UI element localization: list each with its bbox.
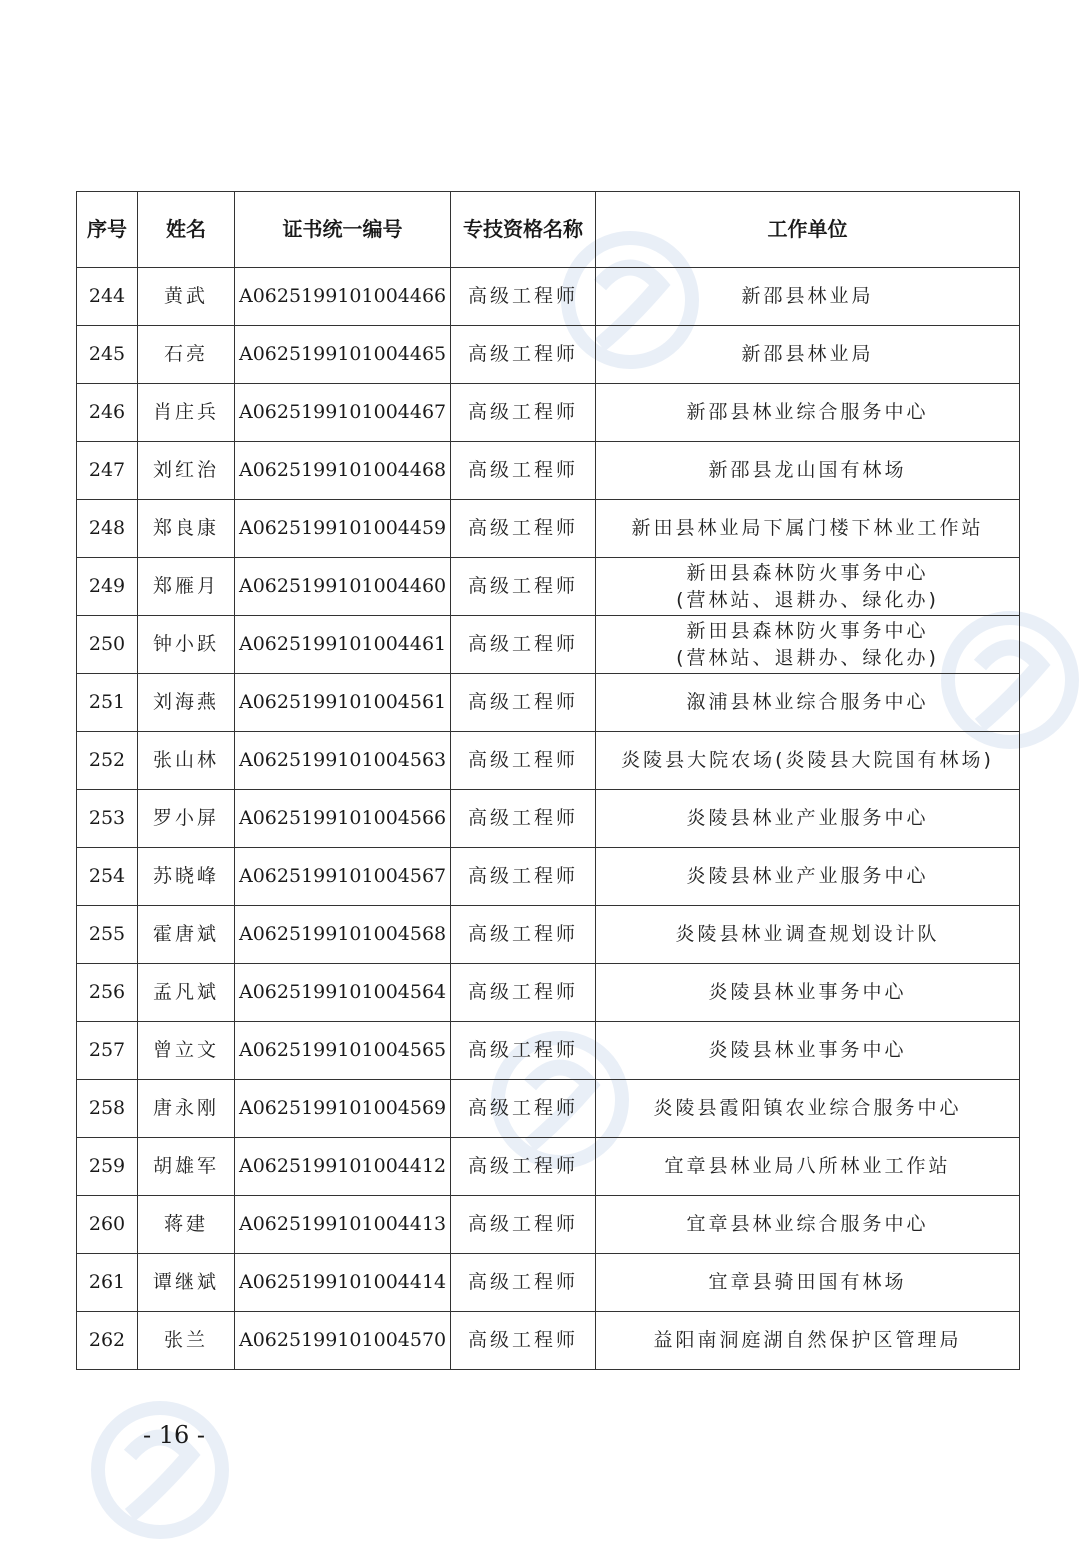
table-row bbox=[77, 1196, 1020, 1254]
cell-unit-line: 新田县森林防火事务中心 bbox=[686, 619, 929, 642]
cell-unit: 新田县林业局下属门楼下林业工作站 bbox=[596, 500, 1020, 558]
cell-name: 蒋建 bbox=[138, 1196, 235, 1254]
cell-name: 罗小屏 bbox=[138, 790, 235, 848]
table-row bbox=[77, 268, 1020, 326]
cell-unit: 炎陵县林业产业服务中心 bbox=[596, 848, 1020, 906]
cell-seq: 256 bbox=[77, 964, 138, 1022]
cell-cert: A0625199101004468 bbox=[235, 442, 451, 500]
header-cert: 证书统一编号 bbox=[235, 192, 451, 268]
cell-cert: A0625199101004467 bbox=[235, 384, 451, 442]
cell-name: 唐永刚 bbox=[138, 1080, 235, 1138]
cell-name: 郑雁月 bbox=[138, 558, 235, 616]
cell-qual: 高级工程师 bbox=[451, 442, 596, 500]
cell-unit: 宜章县骑田国有林场 bbox=[596, 1254, 1020, 1312]
cell-unit: 炎陵县大院农场(炎陵县大院国有林场) bbox=[596, 732, 1020, 790]
header-unit: 工作单位 bbox=[596, 192, 1020, 268]
table-header-row bbox=[77, 192, 1020, 268]
cell-unit: 炎陵县霞阳镇农业综合服务中心 bbox=[596, 1080, 1020, 1138]
cell-name: 刘海燕 bbox=[138, 674, 235, 732]
cell-name: 霍唐斌 bbox=[138, 906, 235, 964]
cell-unit: 新邵县林业局 bbox=[596, 326, 1020, 384]
cell-name: 肖庄兵 bbox=[138, 384, 235, 442]
cell-seq: 258 bbox=[77, 1080, 138, 1138]
cell-seq: 261 bbox=[77, 1254, 138, 1312]
cell-unit bbox=[596, 616, 1020, 674]
cell-qual: 高级工程师 bbox=[451, 500, 596, 558]
cell-seq: 252 bbox=[77, 732, 138, 790]
cell-unit-line: 新田县森林防火事务中心 bbox=[686, 561, 929, 584]
header-name: 姓名 bbox=[138, 192, 235, 268]
cell-seq: 257 bbox=[77, 1022, 138, 1080]
cell-qual: 高级工程师 bbox=[451, 790, 596, 848]
table-row bbox=[77, 906, 1020, 964]
cell-cert: A0625199101004570 bbox=[235, 1312, 451, 1370]
cell-name: 胡雄军 bbox=[138, 1138, 235, 1196]
table-row bbox=[77, 1312, 1020, 1370]
cell-name: 石亮 bbox=[138, 326, 235, 384]
cell-seq: 260 bbox=[77, 1196, 138, 1254]
cell-unit: 宜章县林业综合服务中心 bbox=[596, 1196, 1020, 1254]
cell-qual: 高级工程师 bbox=[451, 732, 596, 790]
header-qual: 专技资格名称 bbox=[451, 192, 596, 268]
cell-cert: A0625199101004564 bbox=[235, 964, 451, 1022]
table-row bbox=[77, 558, 1020, 616]
cell-cert: A0625199101004569 bbox=[235, 1080, 451, 1138]
table-row bbox=[77, 326, 1020, 384]
cell-seq: 262 bbox=[77, 1312, 138, 1370]
cell-unit: 炎陵县林业产业服务中心 bbox=[596, 790, 1020, 848]
cell-cert: A0625199101004561 bbox=[235, 674, 451, 732]
cell-cert: A0625199101004414 bbox=[235, 1254, 451, 1312]
cell-unit: 宜章县林业局八所林业工作站 bbox=[596, 1138, 1020, 1196]
cell-qual: 高级工程师 bbox=[451, 1080, 596, 1138]
cell-cert: A0625199101004466 bbox=[235, 268, 451, 326]
roster-table bbox=[76, 191, 1020, 1370]
cell-seq: 249 bbox=[77, 558, 138, 616]
cell-seq: 254 bbox=[77, 848, 138, 906]
cell-seq: 245 bbox=[77, 326, 138, 384]
table-row bbox=[77, 964, 1020, 1022]
cell-qual: 高级工程师 bbox=[451, 906, 596, 964]
cell-unit bbox=[596, 558, 1020, 616]
table-row bbox=[77, 1138, 1020, 1196]
cell-unit: 溆浦县林业综合服务中心 bbox=[596, 674, 1020, 732]
cell-cert: A0625199101004412 bbox=[235, 1138, 451, 1196]
table-row bbox=[77, 500, 1020, 558]
cell-qual: 高级工程师 bbox=[451, 1022, 596, 1080]
cell-name: 刘红治 bbox=[138, 442, 235, 500]
cell-seq: 244 bbox=[77, 268, 138, 326]
cell-qual: 高级工程师 bbox=[451, 268, 596, 326]
cell-unit: 炎陵县林业调查规划设计队 bbox=[596, 906, 1020, 964]
table-row bbox=[77, 1080, 1020, 1138]
table-row bbox=[77, 790, 1020, 848]
cell-seq: 255 bbox=[77, 906, 138, 964]
table-row bbox=[77, 732, 1020, 790]
cell-unit: 新邵县龙山国有林场 bbox=[596, 442, 1020, 500]
cell-qual: 高级工程师 bbox=[451, 1196, 596, 1254]
table-row bbox=[77, 442, 1020, 500]
cell-seq: 250 bbox=[77, 616, 138, 674]
cell-seq: 246 bbox=[77, 384, 138, 442]
cell-qual: 高级工程师 bbox=[451, 1138, 596, 1196]
cell-cert: A0625199101004568 bbox=[235, 906, 451, 964]
cell-name: 苏晓峰 bbox=[138, 848, 235, 906]
cell-qual: 高级工程师 bbox=[451, 1312, 596, 1370]
cell-name: 张山林 bbox=[138, 732, 235, 790]
cell-cert: A0625199101004413 bbox=[235, 1196, 451, 1254]
cell-unit: 新邵县林业局 bbox=[596, 268, 1020, 326]
cell-unit: 炎陵县林业事务中心 bbox=[596, 1022, 1020, 1080]
cell-cert: A0625199101004567 bbox=[235, 848, 451, 906]
cell-cert: A0625199101004566 bbox=[235, 790, 451, 848]
cell-unit-line: (营林站、退耕办、绿化办) bbox=[676, 588, 939, 611]
cell-qual: 高级工程师 bbox=[451, 964, 596, 1022]
cell-qual: 高级工程师 bbox=[451, 326, 596, 384]
cell-cert: A0625199101004460 bbox=[235, 558, 451, 616]
table-row bbox=[77, 616, 1020, 674]
cell-cert: A0625199101004459 bbox=[235, 500, 451, 558]
table-row bbox=[77, 848, 1020, 906]
cell-seq: 253 bbox=[77, 790, 138, 848]
cell-unit: 新邵县林业综合服务中心 bbox=[596, 384, 1020, 442]
cell-name: 谭继斌 bbox=[138, 1254, 235, 1312]
cell-unit-line: (营林站、退耕办、绿化办) bbox=[676, 646, 939, 669]
cell-name: 郑良康 bbox=[138, 500, 235, 558]
cell-name: 钟小跃 bbox=[138, 616, 235, 674]
cell-cert: A0625199101004465 bbox=[235, 326, 451, 384]
cell-seq: 251 bbox=[77, 674, 138, 732]
table-row bbox=[77, 1254, 1020, 1312]
cell-qual: 高级工程师 bbox=[451, 674, 596, 732]
table-row bbox=[77, 1022, 1020, 1080]
table-body bbox=[77, 268, 1020, 1370]
cell-seq: 259 bbox=[77, 1138, 138, 1196]
cell-name: 孟凡斌 bbox=[138, 964, 235, 1022]
cell-name: 黄武 bbox=[138, 268, 235, 326]
cell-qual: 高级工程师 bbox=[451, 1254, 596, 1312]
cell-seq: 247 bbox=[77, 442, 138, 500]
page-number: - 16 - bbox=[143, 1421, 206, 1449]
cell-name: 张兰 bbox=[138, 1312, 235, 1370]
table-row bbox=[77, 384, 1020, 442]
cell-qual: 高级工程师 bbox=[451, 558, 596, 616]
cell-name: 曾立文 bbox=[138, 1022, 235, 1080]
cell-cert: A0625199101004461 bbox=[235, 616, 451, 674]
cell-qual: 高级工程师 bbox=[451, 384, 596, 442]
cell-cert: A0625199101004563 bbox=[235, 732, 451, 790]
cell-seq: 248 bbox=[77, 500, 138, 558]
cell-qual: 高级工程师 bbox=[451, 848, 596, 906]
cell-cert: A0625199101004565 bbox=[235, 1022, 451, 1080]
header-seq: 序号 bbox=[77, 192, 138, 268]
cell-unit: 炎陵县林业事务中心 bbox=[596, 964, 1020, 1022]
cell-qual: 高级工程师 bbox=[451, 616, 596, 674]
cell-unit: 益阳南洞庭湖自然保护区管理局 bbox=[596, 1312, 1020, 1370]
table-row bbox=[77, 674, 1020, 732]
